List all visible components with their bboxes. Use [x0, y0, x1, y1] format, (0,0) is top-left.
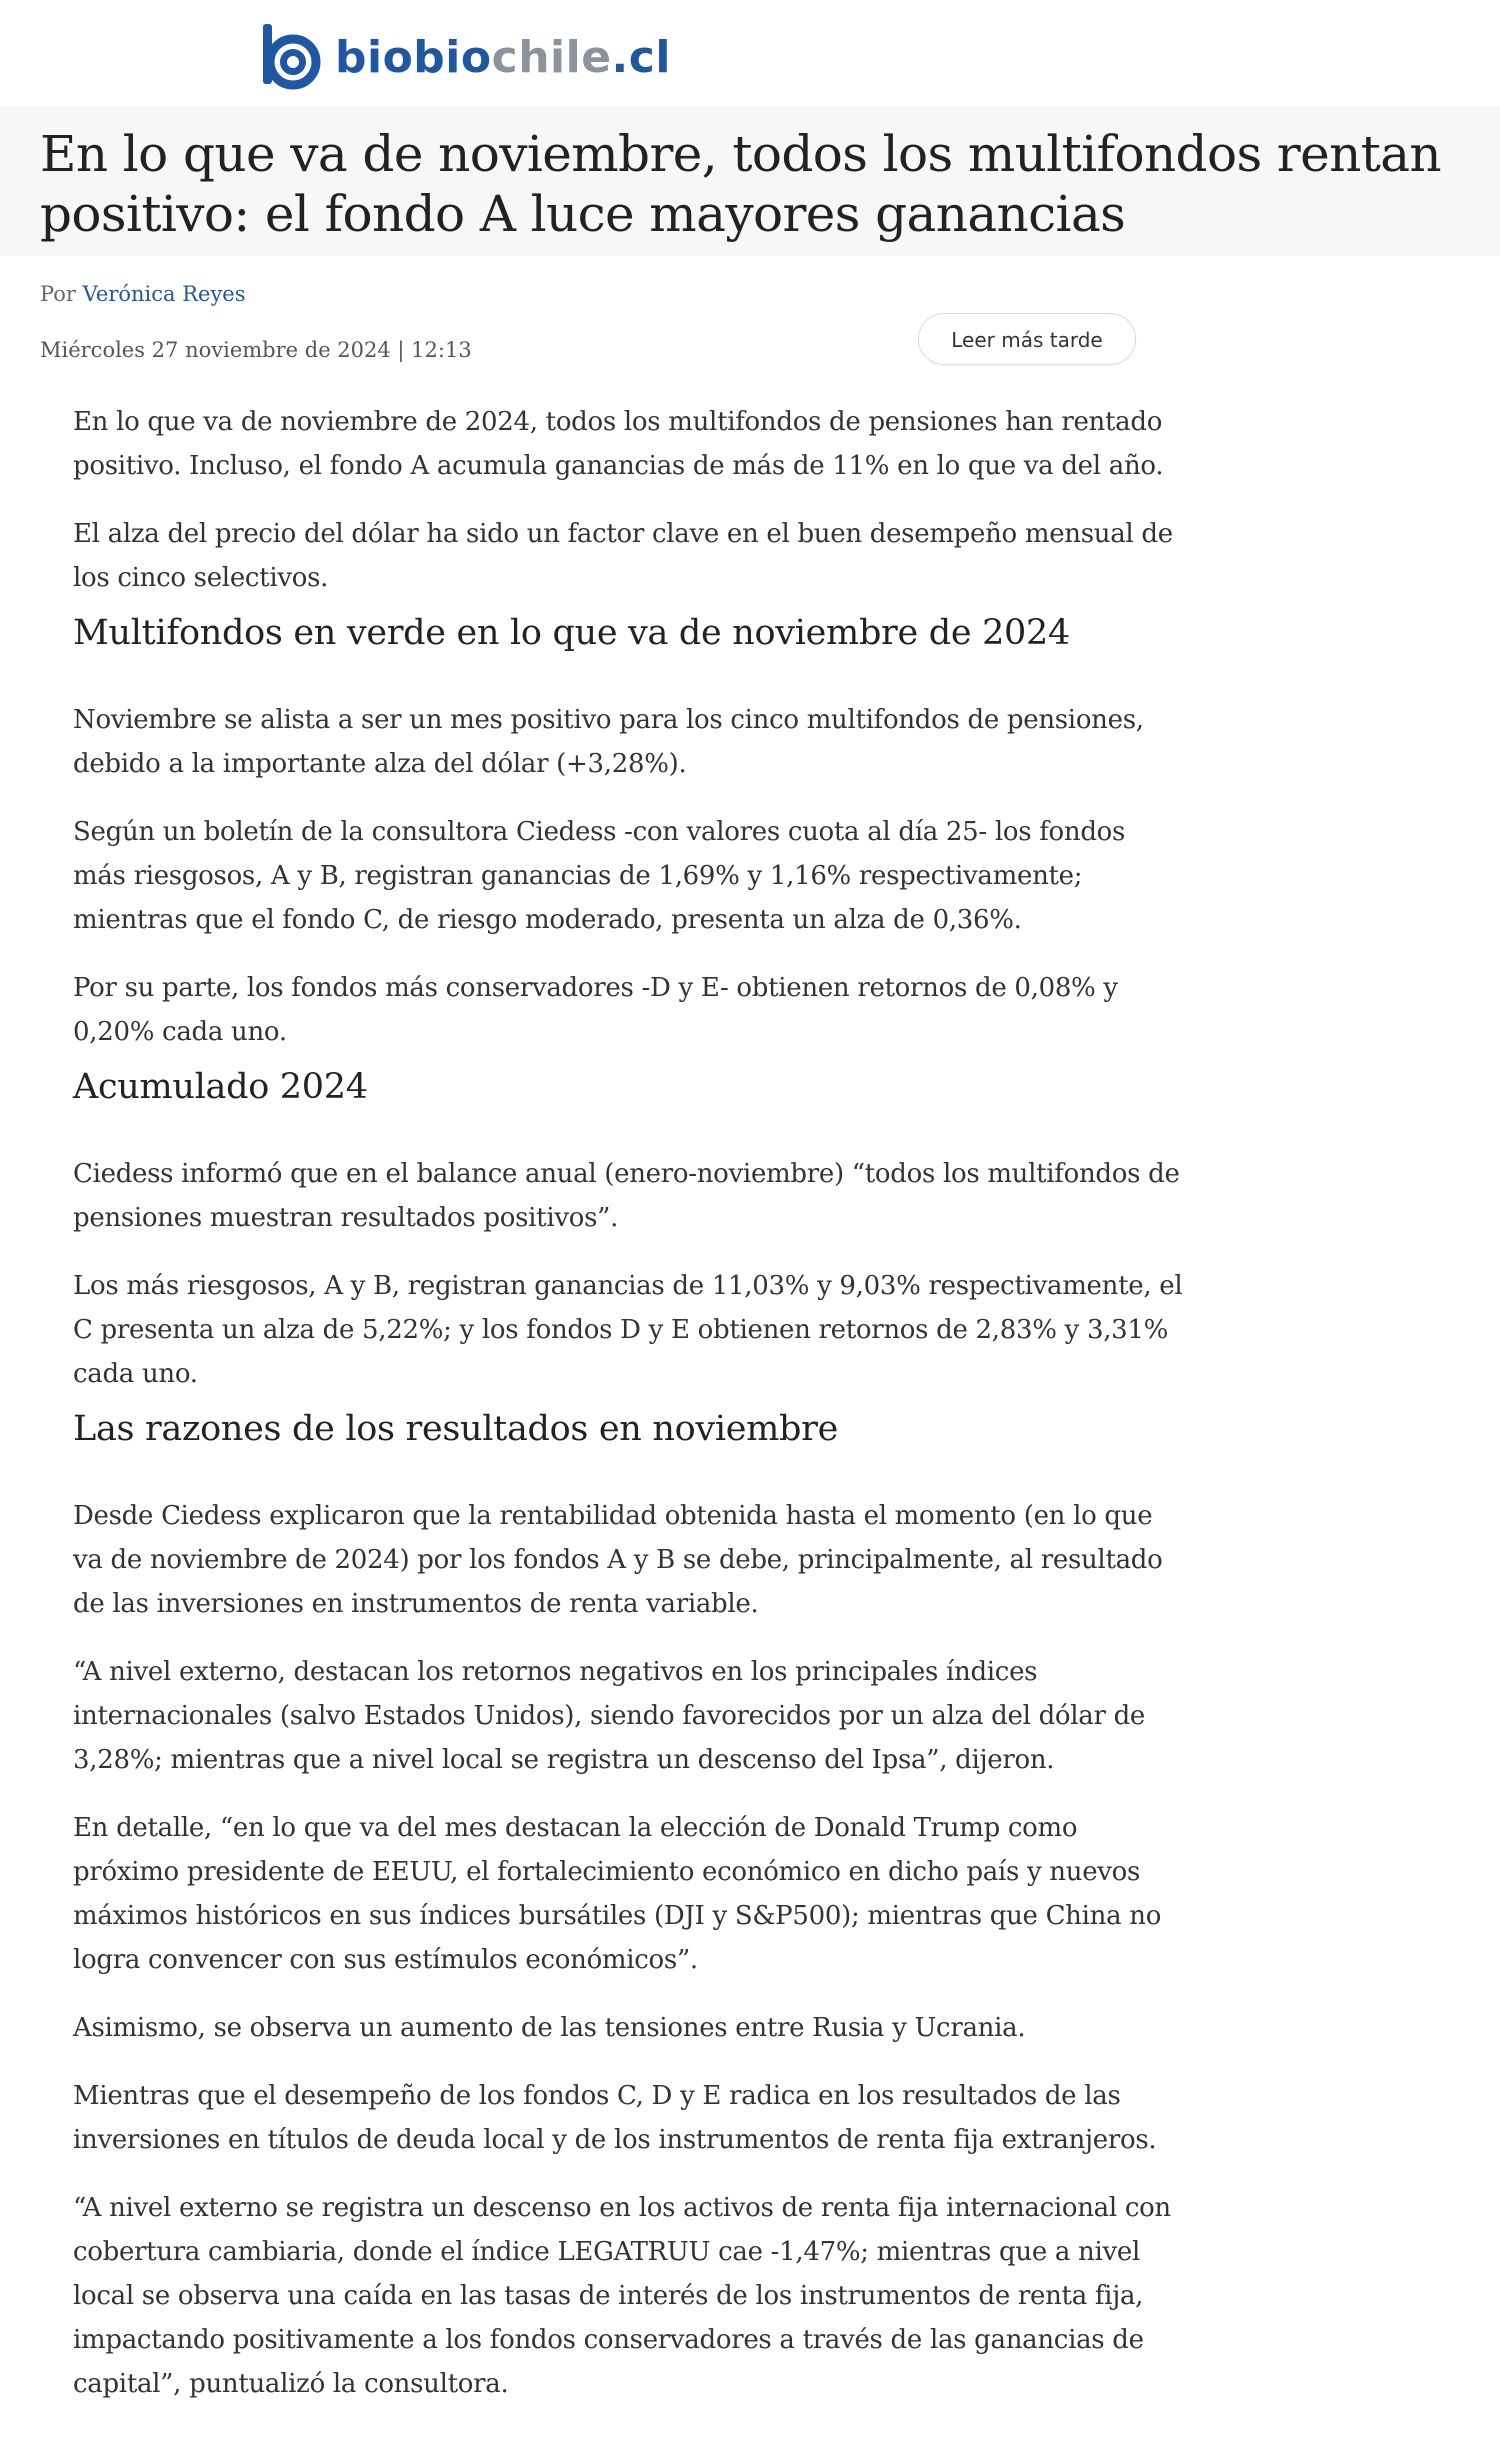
section-heading: Las razones de los resultados en noviembre	[73, 1409, 838, 1449]
paragraph: En lo que va de noviembre de 2024, todos los multifondos de pensiones han rentado positivo. Incluso, el fondo A acumula ganancias de más de 11% en lo que va del año.	[73, 407, 1164, 481]
logo-text-biobio: biobio	[335, 32, 492, 83]
logo-text-chile: chile	[491, 32, 612, 83]
article-headline: En lo que va de noviembre, todos los multifondos rentan positivo: el fondo A luce mayores ganancias	[40, 125, 1442, 243]
paragraph: Por su parte, los fondos más conservadores -D y E- obtienen retornos de 0,08% y 0,20% cada uno.	[73, 973, 1118, 1047]
site-logo[interactable]	[255, 22, 671, 94]
paragraph: Los más riesgosos, A y B, registran ganancias de 11,03% y 9,03% respectivamente, el C presenta un alza de 5,22%; y los fondos D y E obtienen retornos de 2,83% y 3,31% cada uno.	[73, 1271, 1183, 1389]
paragraph: El alza del precio del dólar ha sido un factor clave en el buen desempeño mensual de los cinco selectivos.	[73, 519, 1173, 593]
biobio-logo-icon	[255, 22, 323, 94]
paragraph: Según un boletín de la consultora Ciedess -con valores cuota al día 25- los fondos más riesgosos, A y B, registran ganancias de 1,69% y 1,16% respectivamente; mientras que el fondo C, de riesgo moderado, presenta un alza de 0,36%.	[73, 817, 1126, 935]
section-heading: Multifondos en verde en lo que va de noviembre de 2024	[73, 613, 1070, 653]
section-heading: Acumulado 2024	[73, 1067, 368, 1107]
paragraph: “A nivel externo se registra un descenso en los activos de renta fija internacional con cobertura cambiaria, donde el índice LEGATRUU cae -1,47%; mientras que a nivel local se observa una caída en las tasas de interés de los instrumentos de renta fija, impactando positivamente a los fondos conservadores a través de las ganancias de capital”, puntualizó la consultora.	[73, 2193, 1171, 2399]
byline-prefix: Por	[40, 282, 76, 306]
logo-wordmark	[335, 32, 671, 83]
site-header	[0, 0, 1500, 107]
publish-date: Miércoles 27 noviembre de 2024 | 12:13	[40, 338, 472, 362]
article-body	[73, 400, 1183, 2430]
paragraph: En detalle, “en lo que va del mes destacan la elección de Donald Trump como próximo presidente de EEUU, el fortalecimiento económico en dicho país y nuevos máximos históricos en sus índices bursátiles (DJI y S&P500); mientras que China no logra convencer con sus estímulos económicos”.	[73, 1813, 1162, 1975]
paragraph: Noviembre se alista a ser un mes positivo para los cinco multifondos de pensiones, debido a la importante alza del dólar (+3,28%).	[73, 705, 1144, 779]
byline	[40, 282, 246, 306]
paragraph: Asimismo, se observa un aumento de las tensiones entre Rusia y Ucrania.	[73, 2013, 1026, 2043]
read-later-button[interactable]: Leer más tarde	[918, 313, 1136, 365]
paragraph: “A nivel externo, destacan los retornos negativos en los principales índices internacionales (salvo Estados Unidos), siendo favorecidos por un alza del dólar de 3,28%; mientras que a nivel local se registra un descenso del Ipsa”, dijeron.	[73, 1657, 1146, 1775]
paragraph: Desde Ciedess explicaron que la rentabilidad obtenida hasta el momento (en lo que va de noviembre de 2024) por los fondos A y B se debe, principalmente, al resultado de las inversiones en instrumentos de renta variable.	[73, 1501, 1163, 1619]
paragraph: Ciedess informó que en el balance anual (enero-noviembre) “todos los multifondos de pensiones muestran resultados positivos”.	[73, 1159, 1180, 1233]
author-link[interactable]: Verónica Reyes	[82, 282, 246, 306]
paragraph: Mientras que el desempeño de los fondos C, D y E radica en los resultados de las inversiones en títulos de deuda local y de los instrumentos de renta fija extranjeros.	[73, 2081, 1157, 2155]
logo-text-cl: .cl	[611, 32, 671, 83]
